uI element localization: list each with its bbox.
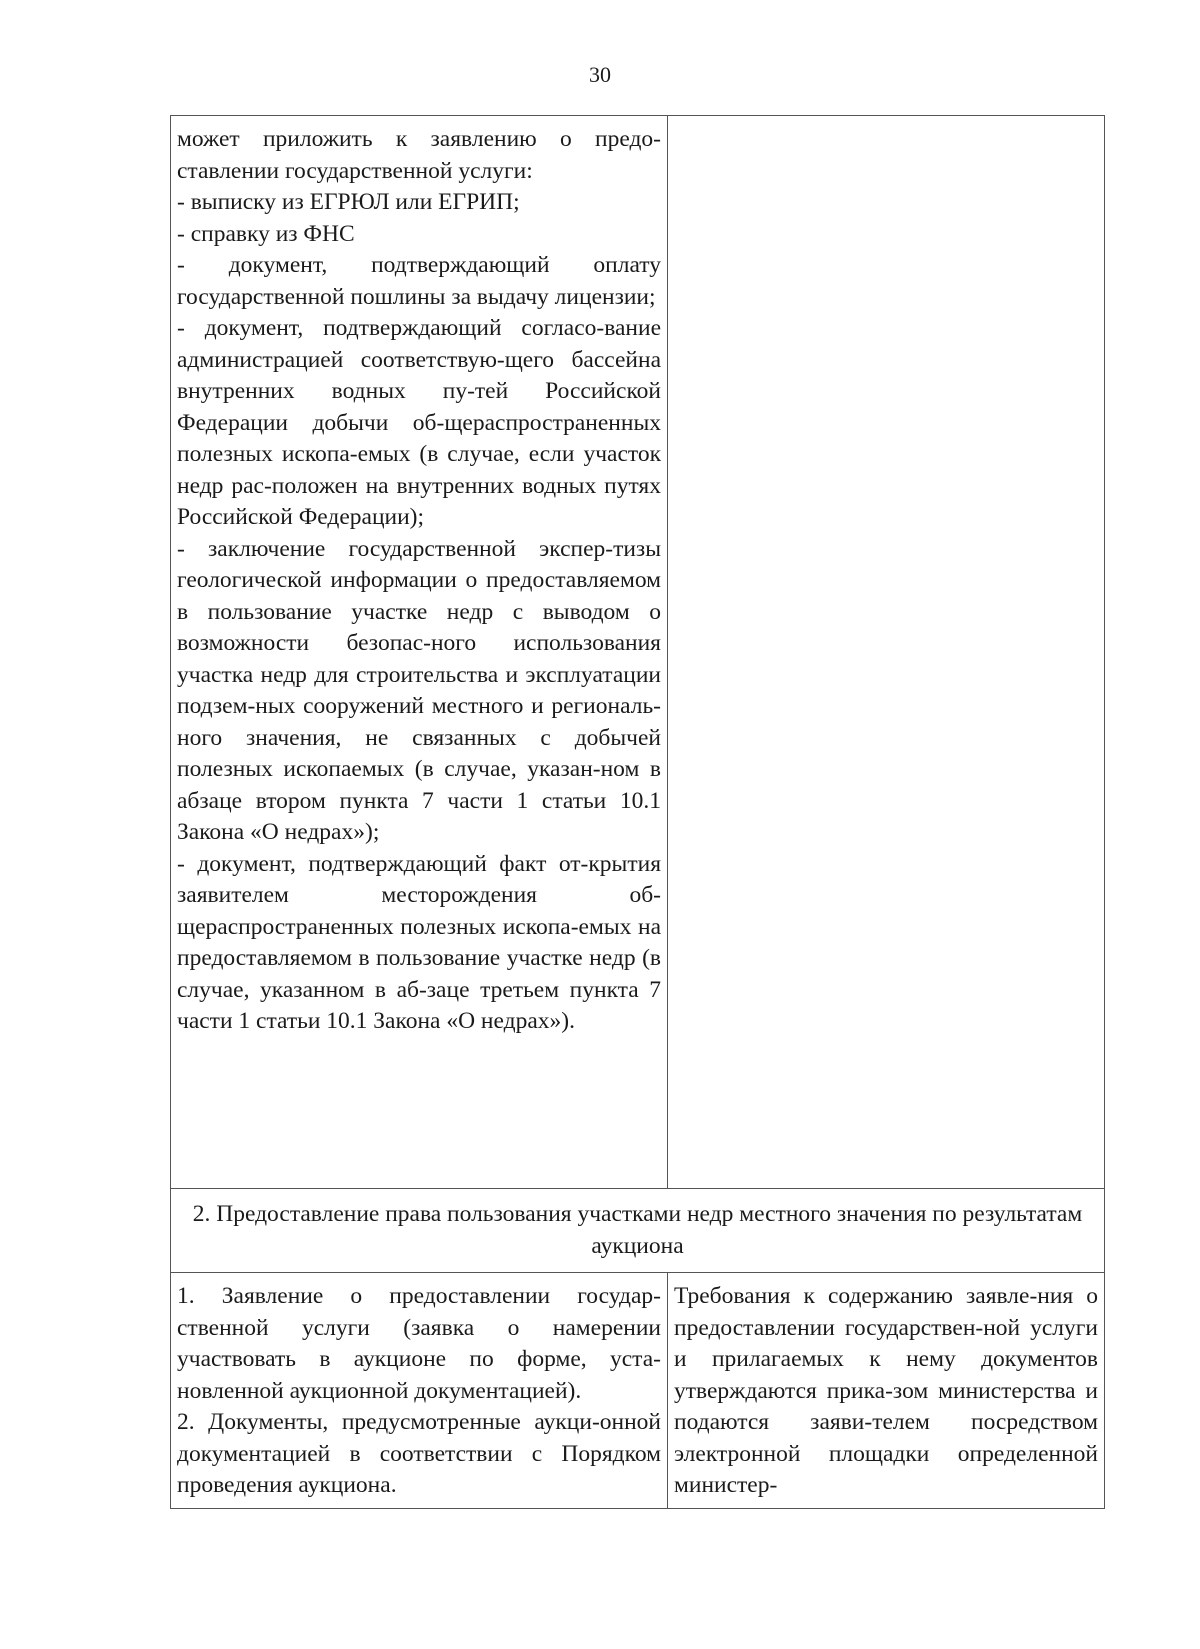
- requirements-table: [170, 115, 1105, 1509]
- list-item: 1. Заявление о предоставлении государ-ственной услуги (заявка о намерении участвовать в аукционе по форме, уста-новленной аукционной документацией).: [177, 1283, 661, 1404]
- list-item: - заключение государственной экспер-тизы геологической информации о предоставляемом в пользование участке недр с выводом о возможности безопас-ного использования участка недр для строительства и эксплуатации подзем-ных сооружений местного и региональ-ного значения, не связанных с добычей полезных ископаемых (в случае, указан-ном в абзаце втором пункта 7 части 1 статьи 10.1 Закона «О недрах»);: [177, 535, 661, 845]
- table-row: [171, 116, 1105, 1189]
- row3-right-cell: Требования к содержанию заявле-ния о предоставлении государствен-ной услуги и прилагаемых к нему документов утверждаются прика-зом министерства и подаются заяви-телем посредством электронной площадки определенной министер-: [668, 1273, 1105, 1509]
- row1-left-cell: [171, 116, 668, 1189]
- row3-left-cell: [171, 1273, 668, 1509]
- list-item: - выписку из ЕГРЮЛ или ЕГРИП;: [177, 189, 520, 215]
- paragraph: может приложить к заявлению о предо-ставлении государственной услуги:: [177, 126, 661, 184]
- list-item: - документ, подтверждающий согласо-вание администрацией соответствую-щего бассейна внутренних водных пу-тей Российской Федерации добычи об-щераспространенных полезных ископа-емых (в случае, если участок недр рас-положен на внутренних водных путях Российской Федерации);: [177, 315, 661, 530]
- table-row: [171, 1189, 1105, 1273]
- list-item: 2. Документы, предусмотренные аукци-онной документацией в соответствии с Порядком проведения аукциона.: [177, 1409, 661, 1498]
- list-item: - документ, подтверждающий факт от-крытия заявителем месторождения об-щераспространенных полезных ископа-емых на предоставляемом в пользование участке недр (в случае, указанном в аб-заце третьем пункта 7 части 1 статьи 10.1 Закона «О недрах»).: [177, 850, 661, 1034]
- table-row: [171, 1273, 1105, 1509]
- list-item: - справку из ФНС: [177, 220, 355, 247]
- page-number: 30: [589, 62, 611, 87]
- row1-right-cell: [668, 116, 1105, 1189]
- section-heading: 2. Предоставление права пользования участками недр местного значения по результатам аукциона: [171, 1189, 1105, 1273]
- list-item: - документ, подтверждающий оплату государственной пошлины за выдачу лицензии;: [177, 252, 661, 310]
